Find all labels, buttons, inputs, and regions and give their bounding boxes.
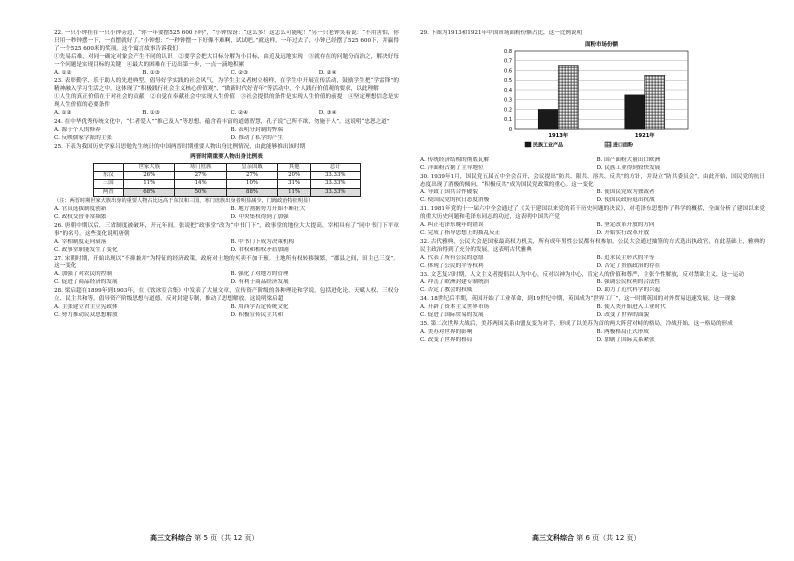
answer-option: D. 推动了私学的产生 <box>230 134 284 141</box>
answer-option: C. 改变了世界的格局 <box>420 336 473 343</box>
answer-option: D. 改变了世界的面貌 <box>596 312 650 319</box>
table-cell: 26% <box>124 171 175 179</box>
answer-option: B. 强化了对地方的管理 <box>230 271 289 278</box>
question-text: 24. 在中华优秀传统文化中，“仁者爱人”“推己及人”等思想，蕴含着丰富的道德智慧，孔子说“己所不欲，勿施于人”。这说明“忠恕之道” <box>54 118 390 125</box>
question-text: 22. 一只小钟挂在一只小钟旁边，“你一年要摆525 600下吗”，“小钟惊讶：“这么多！这怎么可能呢！”另一只老钟笑着说：“不用害怕，你只用一秒钟摆一下，一直摆就好了。”小钟想：“一秒钟摆一下好像不难啊，试试吧。”就这样，一年过去了，小钟已经摆了525 600下，并赢得了一个525 600米的奖项。这个寓言故事告诉我们 <box>54 30 399 52</box>
bar-domestic <box>625 95 645 129</box>
answer-option: D. ③④ <box>318 110 337 117</box>
question-text: 27. 宋朝时期，开始出现以“不抑兼并”为特征的经济政策，政府对土地的买卖不加干预。土地所有权转移频繁，“郡县之间，田主已三变”。这一变化 <box>54 255 399 270</box>
answer-option: B. 国产面粉大量出口欧洲 <box>596 156 661 163</box>
y-tick-label: 0 <box>508 126 512 133</box>
question <box>54 78 399 118</box>
question-text: 32. 古代雅典，公民大会是国家最高权力机关，所有成年男性公民都有权参加，公民大会通过抽签的方式选出执政官，在此基础上，雅典的民主政治得到了充分的发展，这表明古代雅典 <box>420 238 765 253</box>
question <box>54 206 399 222</box>
question-text: 33. 文艺复兴时期，人文主义者提倡以人为中心，反对以神为中心，肯定人的价值和尊严，主张个性解放，反对禁欲主义，这一运动 <box>420 271 744 278</box>
answer-option: A. 宰相制度走向衰落 <box>54 238 107 245</box>
legend-swatch <box>525 142 531 147</box>
answer-options <box>420 255 765 271</box>
answer-option: B. ①③ <box>142 110 160 117</box>
question-text: ①人生的真正价值在于对社会的贡献 ②自觉在奉献社会中实现人生价值 ③社会提供的条件是实现人生价值的前提 ④坚定理想信念是实现人生价值的必要条件 <box>54 94 399 109</box>
y-tick-label: 0.5 <box>504 77 512 84</box>
answer-option: C. 政权交替非常频繁 <box>54 214 107 221</box>
table-cell: 31% <box>278 180 311 188</box>
answer-option: D. 助力了近代科学的兴起 <box>596 287 661 294</box>
y-tick-label: 0.2 <box>504 107 512 114</box>
question <box>420 272 765 296</box>
table-cell: 14% <box>175 180 226 188</box>
answer-option: A. 主张建立君主立宪政体 <box>54 304 118 310</box>
y-tick-label: 0.6 <box>504 68 512 75</box>
question <box>54 144 399 152</box>
answer-option: A. 冲击了欧洲封建专制统治 <box>420 279 490 286</box>
answer-option: A. ①② <box>54 69 72 76</box>
answer-options <box>54 206 399 222</box>
left-column <box>54 30 399 530</box>
answer-options <box>420 329 765 345</box>
question-text: 26. 唐朝中期以后，三省制度被破坏，开元年间，张说把“政事堂”改为“中书门下”，政事堂的地位大大提高，宰相具有了“同中书门下平章事”的名号。这些变化说明唐朝 <box>54 222 399 237</box>
answer-option: C. 努力推动民众思想解放 <box>54 311 118 318</box>
right-column <box>420 30 765 530</box>
question-text: 35. 第二次世界大战后，美苏两国关系由盟友变为对手，形成了以美苏为首的两大阵营对峙的格局，冷战开始，这一格局的形成 <box>420 320 733 327</box>
question <box>420 321 765 345</box>
table-title: 两晋时期重要人物出身比例表 <box>190 153 263 160</box>
answer-option: A. 加强了对农民的控制 <box>54 271 112 278</box>
answer-option: D. 君权和相权矛盾加剧 <box>230 246 289 253</box>
legend-label: 进口面粉 <box>613 142 634 149</box>
y-tick-label: 0.7 <box>504 58 512 65</box>
x-tick-label: 1921年 <box>634 132 655 139</box>
question-text: 30. 1939年1月，国民党五届五中全会召开，会议提出“防共、限共、溶共、反共”的方针，并设立“防共委员会”，由此开始，国民党的抗日态度出现了消极的倾向，“积极反共”成为国民党政策的重心。这一变化 <box>420 173 765 188</box>
bar-domestic <box>538 109 558 129</box>
table-cell: 27% <box>226 171 277 179</box>
answer-option: B. 表明分封制的弊端 <box>230 126 283 133</box>
table-cell: 33.33% <box>311 180 360 188</box>
answer-option: D. 民族工业得到较快发展 <box>596 164 661 171</box>
question <box>420 296 765 320</box>
answer-option: B. 追求民主形式的平等 <box>596 254 655 261</box>
question <box>54 256 399 288</box>
answer-option: C. 洋面粉占据了主导地位 <box>420 164 484 171</box>
answer-option: B. 使人类开始进入工业时代 <box>596 304 666 311</box>
answer-option: D. 使国民政府退出抗战 <box>596 197 655 204</box>
table-cell: 三国 <box>93 180 124 188</box>
answer-option: B. 两极格局正式形成 <box>596 328 649 335</box>
answer-option: D. 否定了贵族政治的存在 <box>596 262 661 269</box>
answer-option: B. 中书门下成为决策机构 <box>230 238 295 245</box>
table-cell: 20% <box>278 171 311 179</box>
answer-options <box>420 222 765 238</box>
chart-title: 面粉市场份额 <box>584 41 619 48</box>
question <box>54 288 399 320</box>
x-tick-label: 1913年 <box>548 132 569 139</box>
table-header-cell: 世家大族 <box>124 163 175 171</box>
answer-options <box>420 157 765 173</box>
table-header-row <box>93 163 360 171</box>
question <box>420 239 765 271</box>
answer-options <box>54 271 399 287</box>
question <box>420 157 765 173</box>
answer-option: C. 完成了指导思想上的拨乱反正 <box>420 229 501 236</box>
origin-table <box>93 163 361 198</box>
footer-left-page: 第 5 页（共 12 页） <box>194 534 259 542</box>
answer-option: C. 反映儒家学派的主张 <box>54 134 112 141</box>
question <box>54 119 399 143</box>
question <box>54 30 399 77</box>
answer-option: A. 纠正毛泽东晚年的错误 <box>420 222 484 229</box>
answer-option: D. 加剧了国际关系紧张 <box>596 336 655 343</box>
footer-right-title: 高三文科综合 <box>532 534 574 542</box>
answer-option: C. 使国民党的抗日态度消极 <box>420 197 490 204</box>
table-cell: 11% <box>124 180 175 188</box>
question-text: 29. 下图为1913和1921年中国市场面粉份额占比，这一比例说明 <box>420 30 583 36</box>
answer-options <box>54 304 399 320</box>
table-row <box>93 188 360 196</box>
answer-option: B. ①③ <box>142 69 160 76</box>
answer-option: C. 体现了公民的平等权利 <box>420 262 484 269</box>
answer-option: A. 美苏对世界的影响 <box>420 328 473 335</box>
table-note: （注：两晋时期世家大族出身的重要人物占比远高于东汉和三国，寒门庶族出身者明显减少，门阀政治特征明显） <box>54 198 314 205</box>
answer-option: A. 源于个人的修养 <box>54 126 101 133</box>
legend-swatch <box>605 142 611 147</box>
table-cell: 33.33% <box>311 188 360 196</box>
legend-label: 民族工业产品 <box>533 142 564 149</box>
answer-options <box>420 304 765 320</box>
answer-option: B. 使国民党成为独裁者 <box>596 189 655 196</box>
table-cell: 东汉 <box>93 171 124 179</box>
answer-option: C. 否定了教会的权威 <box>420 287 473 294</box>
table-row <box>93 171 360 179</box>
question <box>54 223 399 255</box>
question-text: 28. 梁启超在1899年到1903年，在《饮冰室合集》中发表了大量文章，宣传资产阶级的各种理论和学说，包括进化论、天赋人权、三权分立、民主共和等，倡导资产阶级思想与道德，反对封建专制，推动了思想解放。这说明梁启超 <box>54 288 399 303</box>
footer-left-title: 高三文科综合 <box>150 534 192 542</box>
footer-right <box>532 535 641 543</box>
answer-option: C. 政事堂职能发生了变化 <box>54 246 118 253</box>
question-text: 34. 18世纪后半期，英国开始了工业革命，到19世纪中期，英国成为“世界工厂”，这一时期英国的对外贸易迅速发展，这一现象 <box>420 296 736 303</box>
table-header-cell: 总计 <box>311 163 360 171</box>
y-tick-label: 0.4 <box>504 87 512 94</box>
question-text: 31. 1981年党的十一届六中全会通过了《关于建国以来党的若干历史问题的决议》，对毛泽东思想作了科学的概括，全面分析了建国以来党的重大历史问题和毛泽东同志的功过，这表明中国共产党 <box>420 206 765 221</box>
table-header-cell: 皇亲国戚 <box>226 163 277 171</box>
y-tick-label: 0.3 <box>504 97 512 104</box>
flour-chart-svg <box>420 39 765 151</box>
question-text: ①先易后难，对同一确定对象会产生不同的认识 ②要学会把大目标分解为小目标，由近及远地实现 ③就存在的问题分而治之，解决好每一个问题是实现目标的关键 ④最大的困难在于迈出第一步，一点一滴地积累 <box>54 53 399 68</box>
table-header-cell: 其他 <box>278 163 311 171</box>
answer-option: C. ②④ <box>230 110 249 117</box>
answer-option: D. 开始实行改革开放 <box>596 229 650 236</box>
answer-option: D. ②④ <box>318 69 337 76</box>
answer-option: B. 地方割据势力开始不断壮大 <box>230 206 306 213</box>
answer-option: C. 促进了国际贸易的发展 <box>420 312 484 319</box>
answer-options <box>420 189 765 205</box>
y-tick-label: 0.1 <box>504 116 512 123</box>
answer-options <box>54 110 399 118</box>
table-header-cell <box>93 163 124 171</box>
table-cell: 50% <box>175 188 226 196</box>
table-cell: 88% <box>226 188 277 196</box>
answer-option: A. 开辟了资本主义世界市场 <box>420 304 490 311</box>
table-row <box>93 180 360 188</box>
answer-option: D. 有利于商品经济发展 <box>230 279 289 286</box>
question-text: 25. 下表为我国历史学家吕思勉先生统计的中国两晋时期重要人物出身比例情况，由此能够推出该时期 <box>54 143 306 150</box>
table-cell: 68% <box>124 188 175 196</box>
footer-right-page: 第 6 页（共 12 页） <box>576 534 641 542</box>
answer-option: B. 强调公民权利的合法性 <box>596 279 661 286</box>
bar-imported <box>645 75 665 129</box>
table-cell: 两晋 <box>93 188 124 196</box>
answer-options <box>54 70 399 78</box>
question <box>420 30 765 38</box>
answer-option: A. 代表了所有公民的意愿 <box>420 254 484 261</box>
table-cell: 11% <box>278 188 311 196</box>
answer-option: A. ①② <box>54 110 72 117</box>
question <box>420 206 765 238</box>
answer-options <box>420 279 765 295</box>
footer-left <box>150 535 259 543</box>
answer-option: A. 导致了国共合作破裂 <box>420 189 478 196</box>
answer-option: B. 用西学否定传统文化 <box>230 304 289 310</box>
answer-option: B. 坚定改革开放的方向 <box>596 222 655 229</box>
question-text: 23. 表彰勤学、乐于助人的先进典型，倡导好学实践的社会风气，为学生主义者树立榜样，在学生中开展宣传活动，鼓励学生把“学雷锋”的精神融入学习生活之中。这体现了“积极践行社会主义核心价值观”、“做新时代好青年”等活动中，个人践行价值观的要求，以此理解 <box>54 78 399 93</box>
answer-option: A. 官员选拔制度创新 <box>54 206 107 213</box>
table-cell: 10% <box>226 180 277 188</box>
answer-option: C. 促进了商品经济的发展 <box>54 279 118 286</box>
answer-option: A. 传统经济结构的彻底瓦解 <box>420 156 490 163</box>
flour-chart <box>420 39 765 155</box>
answer-option: C. ②③ <box>230 69 249 76</box>
table-header-cell: 寒门庶族 <box>175 163 226 171</box>
answer-options <box>54 127 399 143</box>
table-cell: 33.33% <box>311 171 360 179</box>
table-cell: 27% <box>175 171 226 179</box>
answer-options <box>54 239 399 255</box>
y-tick-label: 0.8 <box>504 48 512 55</box>
answer-option: D. 积极宣传民主共和 <box>230 311 284 318</box>
answer-option: D. 中央集权得到了加强 <box>230 214 289 221</box>
bar-imported <box>558 66 578 129</box>
question <box>420 174 765 206</box>
